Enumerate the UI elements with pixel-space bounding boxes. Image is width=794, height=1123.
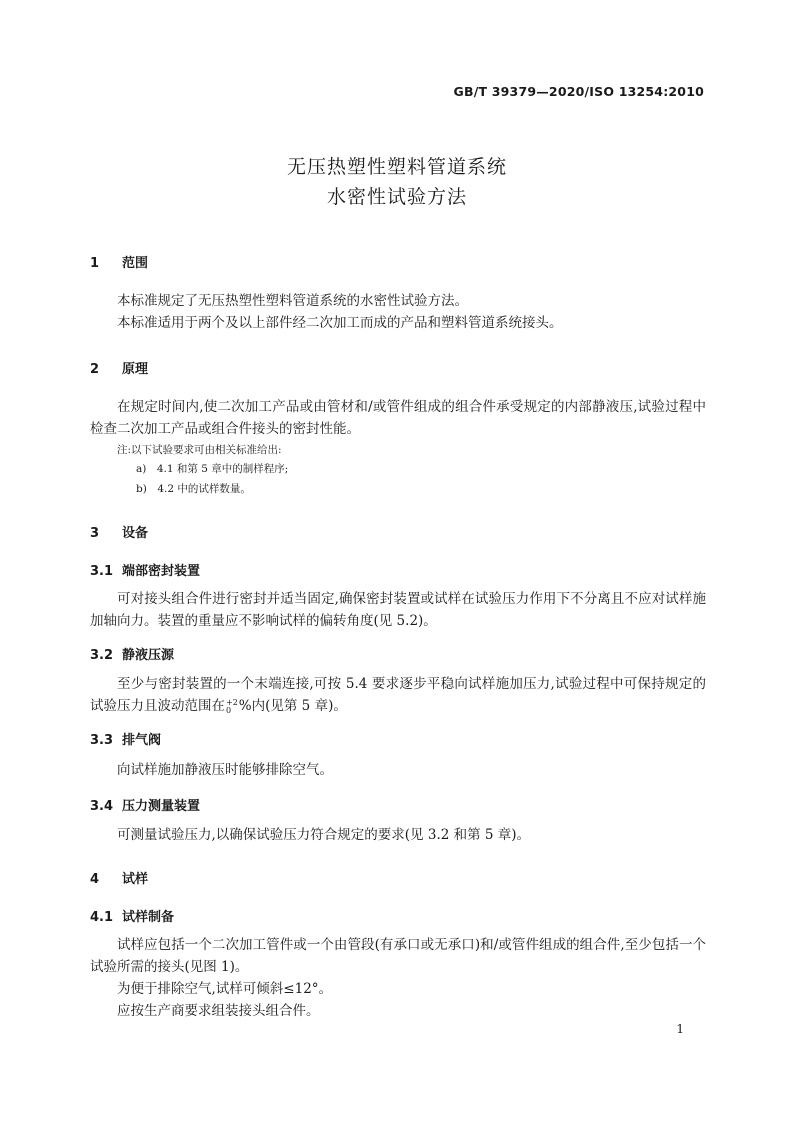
- section-title: 压力测量装置: [122, 799, 201, 814]
- paragraph: 可测量试验压力,以确保试验压力符合规定的要求(见 3.2 和第 5 章)。: [117, 827, 531, 843]
- paragraph: [90, 673, 706, 717]
- paragraph-text: 至少与密封装置的一个末端连接,可按 5.4 要求逐步平稳向试样施加压力,试验过程中可保持规定的试验压力且波动范围在: [90, 676, 706, 714]
- paragraph: 为便于排除空气,试样可倾斜≤12°。: [117, 981, 333, 997]
- section-4-heading: [90, 868, 148, 887]
- section-title: 试样制备: [122, 910, 175, 925]
- section-title: 试样: [122, 872, 149, 887]
- tolerance: [226, 699, 238, 715]
- note-item-b: b) 4.2 中的试样数量。: [136, 483, 251, 495]
- section-title: 排气阀: [122, 733, 162, 748]
- paragraph: 试样应包括一个二次加工管件或一个由管段(有承口或无承口)和/或管件组成的组合件,至少包括一个试验所需的接头(见图 1)。: [90, 937, 706, 975]
- paragraph: 本标准适用于两个及以上部件经二次加工而成的产品和塑料管道系统接头。: [117, 315, 563, 331]
- subsection-3-2-heading: [90, 644, 174, 663]
- tolerance-upper: +2: [226, 697, 238, 707]
- section-title: 端部密封装置: [122, 564, 201, 579]
- subsection-3-3-heading: [90, 729, 161, 748]
- section-3-heading: [90, 522, 148, 541]
- section-number: 3.1: [90, 564, 114, 579]
- section-title: 设备: [122, 526, 149, 541]
- section-number: 3.3: [90, 733, 114, 748]
- section-1-heading: [90, 252, 148, 271]
- subsection-4-1-heading: [90, 906, 174, 925]
- note-item-a: a) 4.1 和第 5 章中的制样程序;: [136, 463, 289, 475]
- section-number: 3.4: [90, 799, 114, 814]
- page-number: 1: [676, 1022, 684, 1036]
- section-number: 4: [90, 872, 100, 887]
- paragraph: 向试样施加静液压时能够排除空气。: [117, 762, 333, 778]
- section-title: 范围: [122, 256, 149, 271]
- section-title: 静液压源: [122, 648, 175, 663]
- section-number: 3.2: [90, 648, 114, 663]
- section-number: 3: [90, 526, 100, 541]
- standard-code: GB/T 39379—2020/ISO 13254:2010: [453, 84, 704, 99]
- paragraph-text: %内(见第 5 章)。: [238, 698, 347, 714]
- section-number: 1: [90, 256, 100, 271]
- paragraph: 本标准规定了无压热塑性塑料管道系统的水密性试验方法。: [117, 293, 468, 309]
- section-number: 2: [90, 362, 100, 377]
- tolerance-lower: 0: [226, 705, 232, 715]
- paragraph: 在规定时间内,使二次加工产品或由管材和/或管件组成的组合件承受规定的内部静液压,试验过程中检查二次加工产品或组合件接头的密封性能。: [90, 399, 706, 437]
- section-2-heading: [90, 358, 148, 377]
- section-title: 原理: [122, 362, 149, 377]
- document-title-line1: 无压热塑性塑料管道系统: [286, 156, 507, 178]
- paragraph: 可对接头组合件进行密封并适当固定,确保密封装置或试样在试验压力作用下不分离且不应对试样施加轴向力。装置的重量应不影响试样的偏转角度(见 5.2)。: [90, 591, 706, 629]
- paragraph: 应按生产商要求组装接头组合件。: [117, 1003, 320, 1019]
- subsection-3-4-heading: [90, 795, 200, 814]
- note: 注:以下试验要求可由相关标准给出:: [117, 444, 282, 456]
- subsection-3-1-heading: [90, 560, 200, 579]
- section-number: 4.1: [90, 910, 114, 925]
- document-title-line2: 水密性试验方法: [326, 186, 467, 208]
